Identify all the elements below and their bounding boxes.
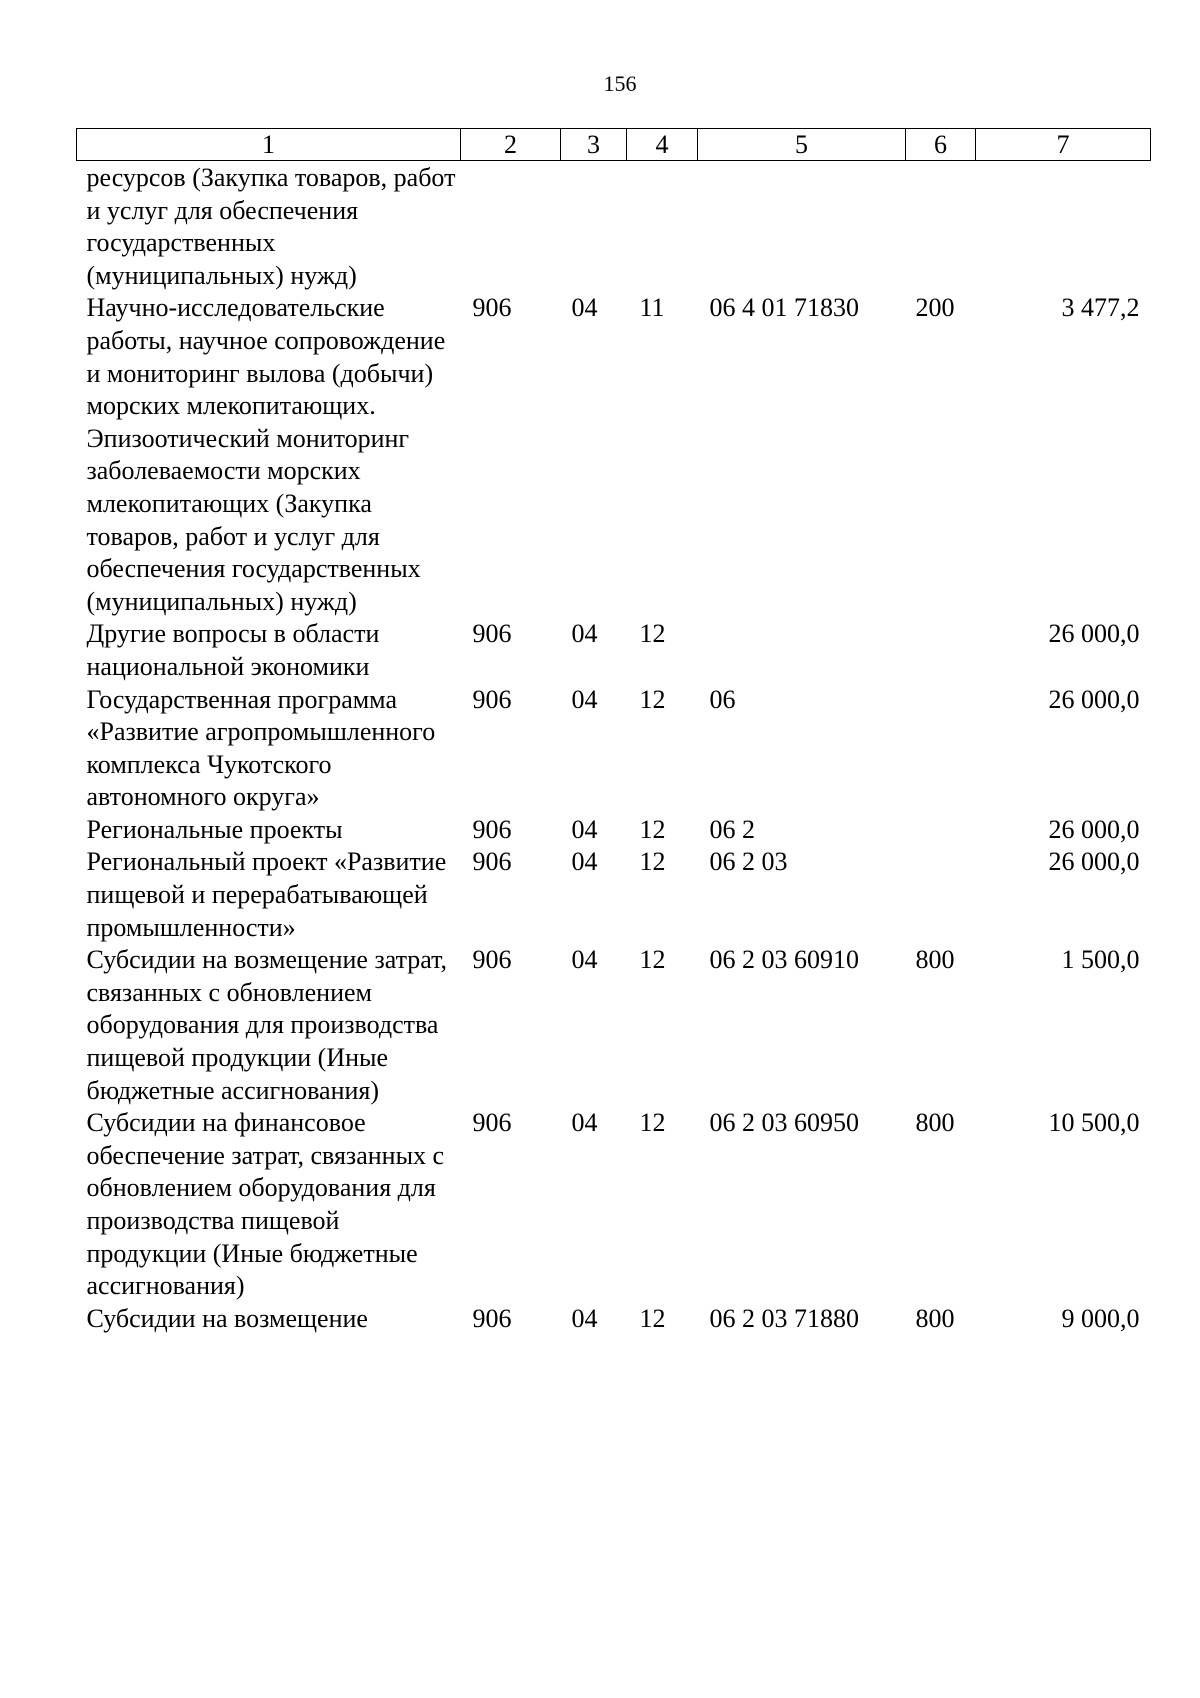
row-ministry-code: 906 — [472, 814, 512, 844]
row-subsection-code: 12 — [639, 684, 666, 714]
column-header-7: 7 — [976, 129, 1151, 161]
column-header-6: 6 — [906, 129, 976, 161]
row-expense-type: 800 — [915, 1303, 955, 1333]
row-subsection-code: 12 — [639, 619, 666, 649]
table-row — [77, 1107, 1151, 1303]
table-row — [77, 161, 1151, 293]
table-row — [77, 618, 1151, 683]
row-name: Субсидии на финансовое обеспечение затрат, связанных с обновлением оборудования для производства пищевой продукции (Иные бюджетные ассигнования) — [86, 1108, 445, 1301]
row-target-code — [698, 618, 906, 683]
row-amount: 26 000,0 — [1048, 814, 1140, 844]
table-row — [77, 846, 1151, 944]
row-subsection-code: 12 — [639, 945, 666, 975]
row-name: Государственная программа «Развитие агропромышленного комплекса Чукотского автономного округа» — [86, 684, 436, 812]
row-expense-type — [906, 684, 976, 814]
row-target-code: 06 2 03 60950 — [709, 1108, 859, 1138]
column-header-4: 4 — [627, 129, 698, 161]
row-amount: 10 500,0 — [1048, 1108, 1140, 1138]
table-row — [77, 1303, 1151, 1336]
row-ministry-code: 906 — [472, 619, 512, 649]
row-section-code: 04 — [571, 945, 598, 975]
row-expense-type: 800 — [915, 1108, 955, 1138]
row-expense-type — [906, 814, 976, 847]
page-number: 156 — [603, 71, 637, 96]
row-expense-type — [906, 161, 976, 293]
row-subsection-code — [627, 161, 698, 293]
row-section-code: 04 — [571, 619, 598, 649]
row-section-code: 04 — [571, 1108, 598, 1138]
table-row — [77, 292, 1151, 618]
row-ministry-code: 906 — [472, 1108, 512, 1138]
row-expense-type: 800 — [915, 945, 955, 975]
row-section-code: 04 — [571, 814, 598, 844]
row-target-code — [698, 161, 906, 293]
row-amount: 9 000,0 — [1061, 1303, 1140, 1333]
table-row — [77, 814, 1151, 847]
row-section-code: 04 — [571, 293, 598, 323]
row-amount — [976, 161, 1151, 293]
row-expense-type — [906, 618, 976, 683]
row-subsection-code: 12 — [639, 814, 666, 844]
column-header-5: 5 — [698, 129, 906, 161]
column-header-3: 3 — [561, 129, 627, 161]
row-target-code: 06 4 01 71830 — [709, 293, 859, 323]
column-header-1: 1 — [77, 129, 461, 161]
table-row — [77, 684, 1151, 814]
row-name: Научно-исследовательские работы, научное сопровождение и мониторинг вылова (добычи) морских млекопитающих. Эпизоотический мониторинг заболеваемости морских млекопитающих (Закупка товаров, работ и услуг для обеспечения государственных (муниципальных) нужд) — [86, 293, 446, 616]
row-target-code: 06 2 03 — [709, 847, 788, 877]
row-amount: 1 500,0 — [1061, 945, 1140, 975]
table-body — [77, 161, 1151, 1336]
row-amount: 26 000,0 — [1048, 847, 1140, 877]
row-target-code: 06 2 03 60910 — [709, 945, 859, 975]
row-target-code: 06 2 03 71880 — [709, 1303, 859, 1333]
row-ministry-code: 906 — [472, 945, 512, 975]
row-section-code: 04 — [571, 684, 598, 714]
row-ministry-code: 906 — [472, 293, 512, 323]
row-amount: 26 000,0 — [1048, 619, 1140, 649]
row-name: Субсидии на возмещение затрат, связанных с обновлением оборудования для производства пищевой продукции (Иные бюджетные ассигнования) — [86, 945, 448, 1105]
row-subsection-code: 11 — [639, 293, 665, 323]
column-header-2: 2 — [461, 129, 561, 161]
row-ministry-code: 906 — [472, 684, 512, 714]
row-ministry-code — [461, 161, 561, 293]
row-name: Региональный проект «Развитие пищевой и перерабатывающей промышленности» — [86, 847, 447, 942]
budget-table — [76, 128, 1151, 1335]
row-name: Субсидии на возмещение — [86, 1303, 368, 1333]
row-target-code: 06 2 — [709, 814, 755, 844]
row-expense-type — [906, 846, 976, 944]
row-section-code: 04 — [571, 847, 598, 877]
table-header — [77, 129, 1151, 161]
row-ministry-code: 906 — [472, 847, 512, 877]
row-amount: 26 000,0 — [1048, 684, 1140, 714]
row-name: Другие вопросы в области национальной экономики — [86, 619, 380, 681]
row-target-code: 06 — [709, 684, 736, 714]
header-row — [77, 129, 1151, 161]
row-subsection-code: 12 — [639, 847, 666, 877]
row-section-code: 04 — [571, 1303, 598, 1333]
row-subsection-code: 12 — [639, 1303, 666, 1333]
row-section-code — [561, 161, 627, 293]
row-name: Региональные проекты — [86, 814, 343, 844]
row-expense-type: 200 — [915, 293, 955, 323]
row-amount: 3 477,2 — [1061, 293, 1140, 323]
row-name: ресурсов (Закупка товаров, работ и услуг для обеспечения государственных (муниципальных) нужд) — [86, 163, 456, 290]
row-ministry-code: 906 — [472, 1303, 512, 1333]
table-row — [77, 944, 1151, 1107]
row-subsection-code: 12 — [639, 1108, 666, 1138]
